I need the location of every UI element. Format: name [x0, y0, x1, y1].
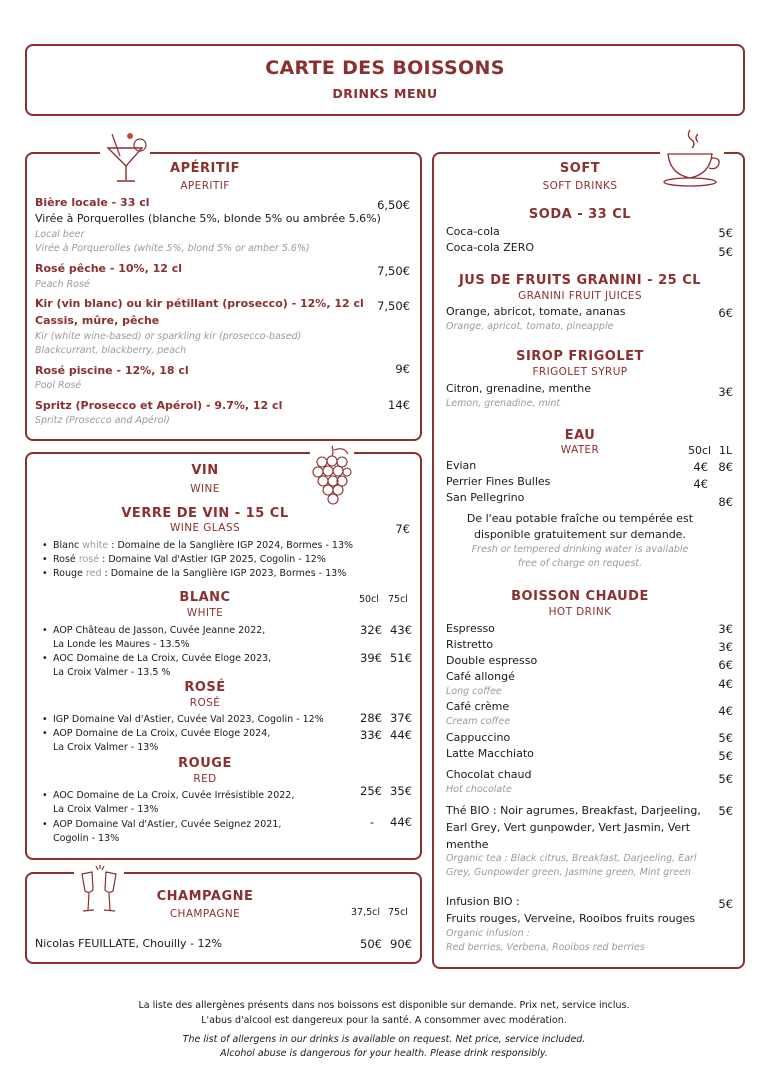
- wine-item: • AOC Domaine de La Croix, Cuvée Eloge 2023,: [53, 653, 271, 664]
- wine-glass-item: • Blanc white : Domaine de la Sanglière IGP 2024, Bormes - 13%: [53, 540, 353, 551]
- wine-title: VIN: [191, 463, 219, 478]
- soda-price: 5€: [718, 226, 733, 240]
- rose-wine-subtitle: ROSÉ: [189, 697, 221, 709]
- champagne-title: CHAMPAGNE: [156, 889, 254, 904]
- red-wine-subtitle: RED: [193, 773, 217, 785]
- wine-item-origin: La Croix Valmer - 13%: [53, 804, 159, 815]
- infusion-item: Fruits rouges, Verveine, Rooibos fruits rouges: [446, 912, 696, 925]
- aperitif-item-price: 7,50€: [377, 299, 410, 313]
- hot-drink-price: 3€: [718, 640, 733, 654]
- aperitif-item-name: Kir (vin blanc) ou kir pétillant (prosecco) - 12%, 12 cl: [35, 297, 364, 310]
- hot-drink-price: 6€: [718, 658, 733, 672]
- aperitif-item-name: Rosé piscine - 12%, 18 cl: [35, 364, 189, 377]
- wine-item-price-50cl: -: [369, 815, 374, 829]
- champagne-price-75cl: 90€: [390, 937, 412, 951]
- wine-item-price-50cl: 28€: [360, 711, 382, 725]
- hot-drink-item: Cappuccino: [446, 731, 511, 744]
- wine-glass-title: VERRE DE VIN - 15 CL: [121, 506, 289, 521]
- water-item: Evian: [446, 459, 477, 472]
- hot-drink-price: 5€: [718, 749, 733, 763]
- wine-glass-item: • Rouge red : Domaine de la Sanglière IGP 2023, Bormes - 13%: [53, 568, 346, 579]
- water-title: EAU: [564, 428, 596, 443]
- white-wine-subtitle: WHITE: [186, 607, 224, 619]
- wine-item-price-50cl: 25€: [360, 784, 382, 798]
- wine-glass-item: • Rosé rosé : Domaine Val d'Astier IGP 2025, Cogolin - 12%: [53, 554, 326, 565]
- syrup-subtitle: FRIGOLET SYRUP: [532, 366, 628, 378]
- aperitif-item-price: 9€: [395, 362, 410, 376]
- footer-note: La liste des allergènes présents dans nos boissons est disponible sur demande. Prix net, service inclus.: [138, 1000, 630, 1011]
- aperitif-item-name: Cassis, mûre, pêche: [35, 314, 160, 327]
- hot-drink-item: Ristretto: [446, 638, 494, 651]
- soda-item: Coca-cola ZERO: [446, 241, 535, 254]
- page-subtitle: DRINKS MENU: [332, 86, 438, 101]
- aperitif-item-translation: Kir (white wine-based) or sparkling kir (prosecco-based): [35, 331, 302, 342]
- tea-translation: Grey, Gunpowder green, Jasmine green, Mint green: [446, 867, 691, 878]
- aperitif-item-desc: Virée à Porquerolles (blanche 5%, blonde 5% ou ambrée 5.6%): [35, 212, 381, 225]
- hot-drink-translation: Hot chocolate: [446, 784, 512, 795]
- infusion-translation: Organic infusion :: [446, 928, 530, 939]
- water-item: San Pellegrino: [446, 491, 525, 504]
- hot-drink-price: 4€: [718, 704, 733, 718]
- page-title: CARTE DES BOISSONS: [265, 57, 505, 79]
- champagne-item: Nicolas FEUILLATE, Chouilly - 12%: [35, 937, 222, 950]
- hot-drink-item: Double espresso: [446, 654, 538, 667]
- column-header-50cl: 50cl: [688, 444, 712, 457]
- infusion-translation: Red berries, Verbena, Rooibos red berries: [446, 942, 645, 953]
- wine-item-origin: La Croix Valmer - 13.5 %: [53, 667, 171, 678]
- tea-item: Thé BIO : Noir agrumes, Breakfast, Darjeeling,: [446, 804, 701, 817]
- column-header-37cl: 37,5cl: [351, 907, 381, 918]
- water-price-1l: 8€: [718, 460, 733, 474]
- wine-item-price-75cl: 51€: [390, 651, 412, 665]
- wine-item-price-75cl: 35€: [390, 784, 412, 798]
- juice-translation: Orange, apricot, tomato, pineapple: [446, 321, 614, 332]
- soft-subtitle: SOFT DRINKS: [542, 180, 618, 192]
- water-price-1l: 8€: [718, 495, 733, 509]
- wine-glass-price: 7€: [395, 522, 410, 536]
- wine-subtitle: WINE: [190, 483, 220, 495]
- wine-item: • IGP Domaine Val d'Astier, Cuvée Val 2023, Cogolin - 12%: [53, 714, 324, 725]
- wine-item: • AOP Domaine Val d'Astier, Cuvée Seignez 2021,: [53, 819, 281, 830]
- hot-drink-item: Latte Macchiato: [446, 747, 534, 760]
- water-note-translation: free of charge on request.: [517, 558, 643, 569]
- wine-item-price-75cl: 43€: [390, 623, 412, 637]
- soda-price: 5€: [718, 245, 733, 259]
- hot-drink-price: 5€: [718, 731, 733, 745]
- aperitif-item-translation: Blackcurrant, blackberry, peach: [35, 345, 187, 356]
- tea-translation: Organic tea : Black citrus, Breakfast, Darjeeling, Earl: [446, 853, 697, 864]
- wine-item-price-50cl: 32€: [360, 623, 382, 637]
- grapes-icon: [310, 442, 354, 506]
- hot-drink-item: Espresso: [446, 622, 495, 635]
- column-header-75cl: 75cl: [388, 907, 408, 918]
- champagne-subtitle: CHAMPAGNE: [169, 908, 241, 920]
- soda-item: Coca-cola: [446, 225, 500, 238]
- water-item: Perrier Fines Bulles: [446, 475, 551, 488]
- aperitif-item-price: 7,50€: [377, 264, 410, 278]
- infusion-price: 5€: [718, 897, 733, 911]
- hot-drink-title: BOISSON CHAUDE: [511, 589, 649, 604]
- syrup-item: Citron, grenadine, menthe: [446, 382, 592, 395]
- aperitif-item-translation: Local beer: [35, 229, 85, 240]
- wine-item-origin: La Londe les Maures - 13.5%: [53, 639, 190, 650]
- wine-item-price-50cl: 39€: [360, 651, 382, 665]
- water-price-50cl: 4€: [693, 460, 708, 474]
- wine-item-price-75cl: 37€: [390, 711, 412, 725]
- champagne-price-37cl: 50€: [360, 937, 382, 951]
- juice-price: 6€: [718, 306, 733, 320]
- soda-title: SODA - 33 CL: [528, 207, 632, 222]
- rose-wine-title: ROSÉ: [184, 680, 226, 695]
- column-header-50cl: 50cl: [359, 594, 379, 605]
- wine-item: • AOP Domaine de La Croix, Cuvée Eloge 2024,: [53, 728, 270, 739]
- syrup-title: SIROP FRIGOLET: [516, 349, 644, 364]
- aperitif-item-translation: Virée à Porquerolles (white 5%, blond 5% or amber 5.6%): [35, 243, 310, 254]
- aperitif-item-price: 6,50€: [377, 198, 410, 212]
- teacup-icon: [660, 126, 724, 192]
- aperitif-title: APÉRITIF: [170, 161, 240, 176]
- aperitif-item-name: Rosé pêche - 10%, 12 cl: [35, 262, 183, 275]
- wine-item-origin: Cogolin - 13%: [53, 833, 120, 844]
- juice-item: Orange, abricot, tomate, ananas: [446, 305, 626, 318]
- hot-drink-item: Chocolat chaud: [446, 768, 532, 781]
- footer-note: L'abus d'alcool est dangereux pour la santé. A consommer avec modération.: [201, 1015, 567, 1026]
- column-header-1l: 1L: [719, 444, 733, 457]
- hot-drink-translation: Cream coffee: [446, 716, 511, 727]
- syrup-translation: Lemon, grenadine, mint: [446, 398, 561, 409]
- white-wine-title: BLANC: [179, 590, 231, 605]
- soft-title: SOFT: [559, 161, 601, 176]
- wine-item-price-75cl: 44€: [390, 815, 412, 829]
- hot-drink-price: 4€: [718, 677, 733, 691]
- hot-drink-price: 3€: [718, 622, 733, 636]
- water-price-50cl: 4€: [693, 477, 708, 491]
- aperitif-item-name: Spritz (Prosecco et Apérol) - 9.7%, 12 cl: [35, 399, 283, 412]
- wine-item-price-75cl: 44€: [390, 728, 412, 742]
- aperitif-item-translation: Pool Rosé: [35, 380, 82, 391]
- footer-note-translation: The list of allergens in our drinks is available on request. Net price, service included.: [182, 1034, 586, 1045]
- wine-item-origin: La Croix Valmer - 13%: [53, 742, 159, 753]
- column-header-75cl: 75cl: [388, 594, 408, 605]
- header-box: [25, 44, 745, 116]
- champagne-glasses-icon: [74, 862, 124, 918]
- water-note: disponible gratuitement sur demande.: [474, 528, 686, 541]
- infusion-item: Infusion BIO :: [446, 895, 520, 908]
- hot-drink-subtitle: HOT DRINK: [548, 606, 612, 618]
- aperitif-subtitle: APERITIF: [180, 180, 230, 192]
- syrup-price: 3€: [718, 385, 733, 399]
- footer-note-translation: Alcohol abuse is dangerous for your health. Please drink responsibly.: [220, 1048, 548, 1059]
- wine-item: • AOC Domaine de La Croix, Cuvée Irrésistible 2022,: [53, 790, 294, 801]
- hot-drink-item: Café crème: [446, 700, 510, 713]
- hot-drink-item: Café allongé: [446, 670, 515, 683]
- water-note-translation: Fresh or tempered drinking water is available: [471, 544, 689, 555]
- hot-drink-translation: Long coffee: [446, 686, 502, 697]
- wine-glass-subtitle: WINE GLASS: [169, 522, 241, 534]
- red-wine-title: ROUGE: [178, 756, 232, 771]
- tea-price: 5€: [718, 804, 733, 818]
- cocktail-icon: [100, 128, 150, 186]
- juice-title: JUS DE FRUITS GRANINI - 25 CL: [458, 273, 702, 288]
- juice-subtitle: GRANINI FRUIT JUICES: [518, 290, 642, 302]
- tea-item: Earl Grey, Vert gunpowder, Vert Jasmin, Vert: [446, 821, 691, 834]
- aperitif-item-name: Bière locale - 33 cl: [35, 196, 150, 209]
- water-note: De l'eau potable fraîche ou tempérée est: [466, 512, 694, 525]
- hot-drink-price: 5€: [718, 772, 733, 786]
- tea-item: menthe: [446, 838, 489, 851]
- aperitif-item-price: 14€: [388, 398, 410, 412]
- wine-item: • AOP Château de Jasson, Cuvée Jeanne 2022,: [53, 625, 265, 636]
- aperitif-item-translation: Spritz (Prosecco and Apérol): [35, 415, 170, 426]
- water-subtitle: WATER: [560, 444, 600, 456]
- aperitif-item-translation: Peach Rosé: [35, 279, 90, 290]
- wine-item-price-50cl: 33€: [360, 728, 382, 742]
